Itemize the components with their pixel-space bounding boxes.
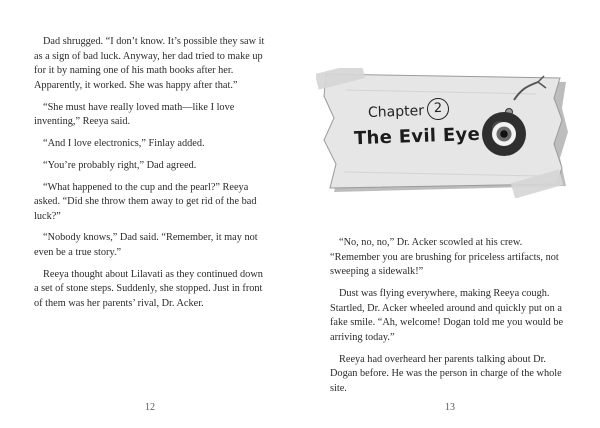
chapter-banner [316,68,574,198]
right-page-text [330,236,566,404]
paragraph: Dust was flying everywhere, making Reeya cough. Startled, Dr. Acker wheeled around and quickly put on a fake smile. “Ah, welcome! Dogan told me you would be arriving today.” [330,287,564,343]
paragraph: “Nobody knows,” Dad said. “Remember, it may not even be a true story.” [34,232,258,259]
paragraph: “She must have really loved math—like I love inventing,” Reeya said. [34,101,235,128]
paragraph: “You’re probably right,” Dad agreed. [43,159,197,171]
paragraph: Reeya thought about Lilavati as they continued down a set of stone steps. Suddenly, she stopped. Just in front of them was her parents’ rival, Dr. Acker. [34,268,263,310]
chapter-number: 2 [427,98,450,121]
chapter-title: The Evil Eye [353,123,481,150]
page-number-right: 13 [445,402,455,413]
paragraph: Reeya had overheard her parents talking about Dr. Dogan before. He was the person in charge of the whole site. [330,353,562,394]
paragraph: Dad shrugged. “I don’t know. It’s possible they saw it as a sign of bad luck. Anyway, her dad tried to make up for it by naming one of his math books after her. Apparently, it worked. She was happy after that.” [34,36,265,91]
chapter-label: Chapter [367,103,425,121]
page-number-left: 12 [145,402,155,413]
paragraph: “What happened to the cup and the pearl?” Reeya asked. “Did she throw them away to get rid of the bad luck?” [34,181,257,222]
left-page-text [34,35,266,319]
paragraph: “No, no, no,” Dr. Acker scowled at his crew. “Remember you are brushing for priceless artifacts, not sweeping a sidewalk!” [330,237,559,278]
paragraph: “And I love electronics,” Finlay added. [43,137,205,149]
